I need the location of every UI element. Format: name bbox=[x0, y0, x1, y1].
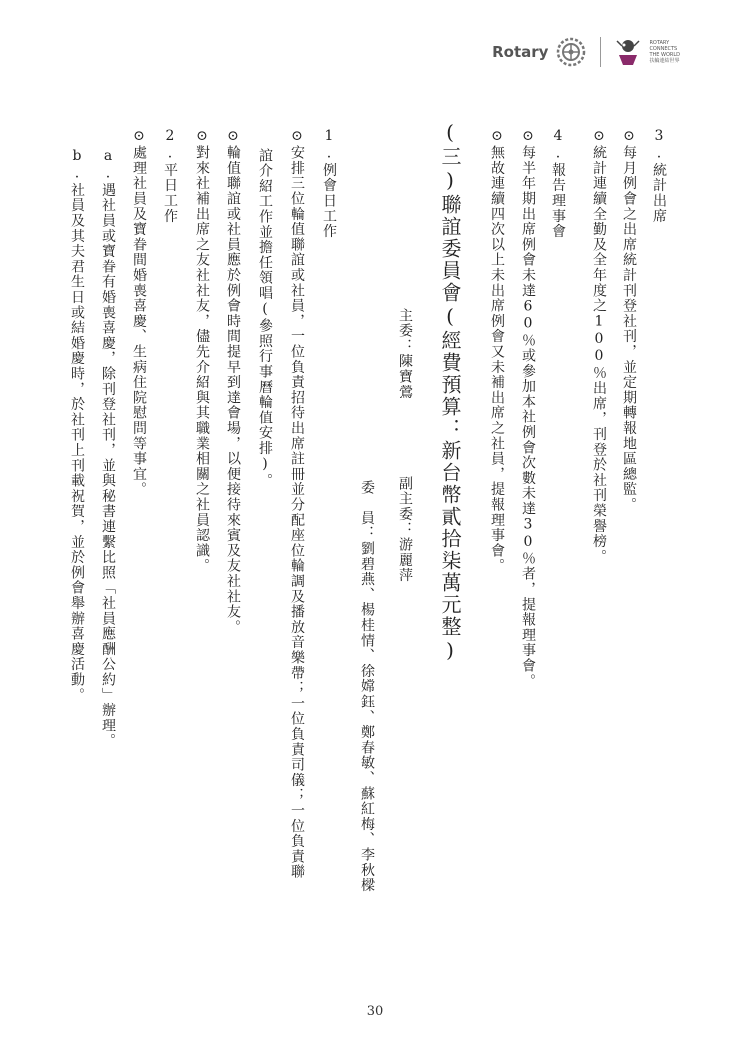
subsection-1-heading: 1.例會日工作 bbox=[321, 128, 337, 240]
connects-line-2: CONNECTS bbox=[649, 46, 678, 52]
section-3-item-1: ⊙每月例會之出席統計刊登社刊，並定期轉報地區總監。 bbox=[621, 128, 637, 513]
connects-figure-icon bbox=[615, 37, 641, 67]
subsection-1-item-3: ⊙對來社補出席之友社社友，儘先介紹與其職業相關之社員認識。 bbox=[194, 128, 210, 574]
subsection-2-heading: 2.平日工作 bbox=[162, 128, 178, 224]
page-number: 30 bbox=[366, 1004, 384, 1019]
chair-line: 主委：陳寶鶯 bbox=[397, 308, 413, 400]
subsection-2-item-1: ⊙處理社員及寶眷間婚喪喜慶、生病住院慰問等事宜。 bbox=[131, 128, 147, 498]
section-4-item-2: ⊙無故連續四次以上未出席例會又未補出席之社員，提報理事會。 bbox=[489, 128, 505, 574]
connects-text bbox=[649, 40, 680, 64]
rotary-wheel-icon bbox=[556, 37, 586, 67]
members-line: 委 員：劉碧燕、楊桂情、徐嫦鈺、鄭春敏、蘇紅梅、李秋樑 bbox=[359, 480, 375, 894]
committee-title: (三)聯誼委員會(經費預算：新台幣貳拾柒萬元整) bbox=[438, 120, 462, 664]
section-4-item-1: ⊙每半年期出席例會未達60％或參加本社例會次數未達30％者，提報理事會。 bbox=[520, 128, 536, 689]
subsection-1-item-1: ⊙安排三位輪值聯誼或社員，一位負責招待出席註冊並分配座位輪調及播放音樂帶；一位負責司儀；一位負責聯 bbox=[289, 128, 305, 880]
subsection-2-item-a: a.遇社員或寶眷有婚喪喜慶，除刊登社刊，並與秘書連繫比照「社員應酬公約」辦理。 bbox=[100, 148, 116, 749]
section-3-heading: 3.統計出席 bbox=[651, 128, 667, 224]
connects-line-1: ROTARY bbox=[649, 40, 670, 46]
rotary-logo-text: Rotary bbox=[492, 43, 549, 61]
section-3-item-2: ⊙統計連續全勤及全年度之100％出席，刊登於社刊榮譽榜。 bbox=[591, 128, 607, 565]
connects-line-3: THE WORLD bbox=[649, 52, 680, 58]
header-divider bbox=[600, 37, 601, 67]
subsection-1-item-2: ⊙輪值聯誼或社員應於例會時間提早到達會場，以便接待來賓及友社社友。 bbox=[225, 128, 241, 635]
connects-line-4: 扶輪連結世界 bbox=[649, 58, 680, 64]
vice-chair-line: 副主委：游麗萍 bbox=[397, 476, 413, 584]
section-4-heading: 4.報告理事會 bbox=[550, 128, 566, 240]
subsection-2-item-b: b.社員及其夫君生日或結婚慶時，於社刊上刊載祝賀，並於例會舉辦喜慶活動。 bbox=[69, 148, 85, 703]
page-header bbox=[492, 32, 680, 72]
subsection-1-item-1-cont: 誼介紹工作並擔任領唱(參照行事曆輪值安排)。 bbox=[257, 148, 273, 489]
